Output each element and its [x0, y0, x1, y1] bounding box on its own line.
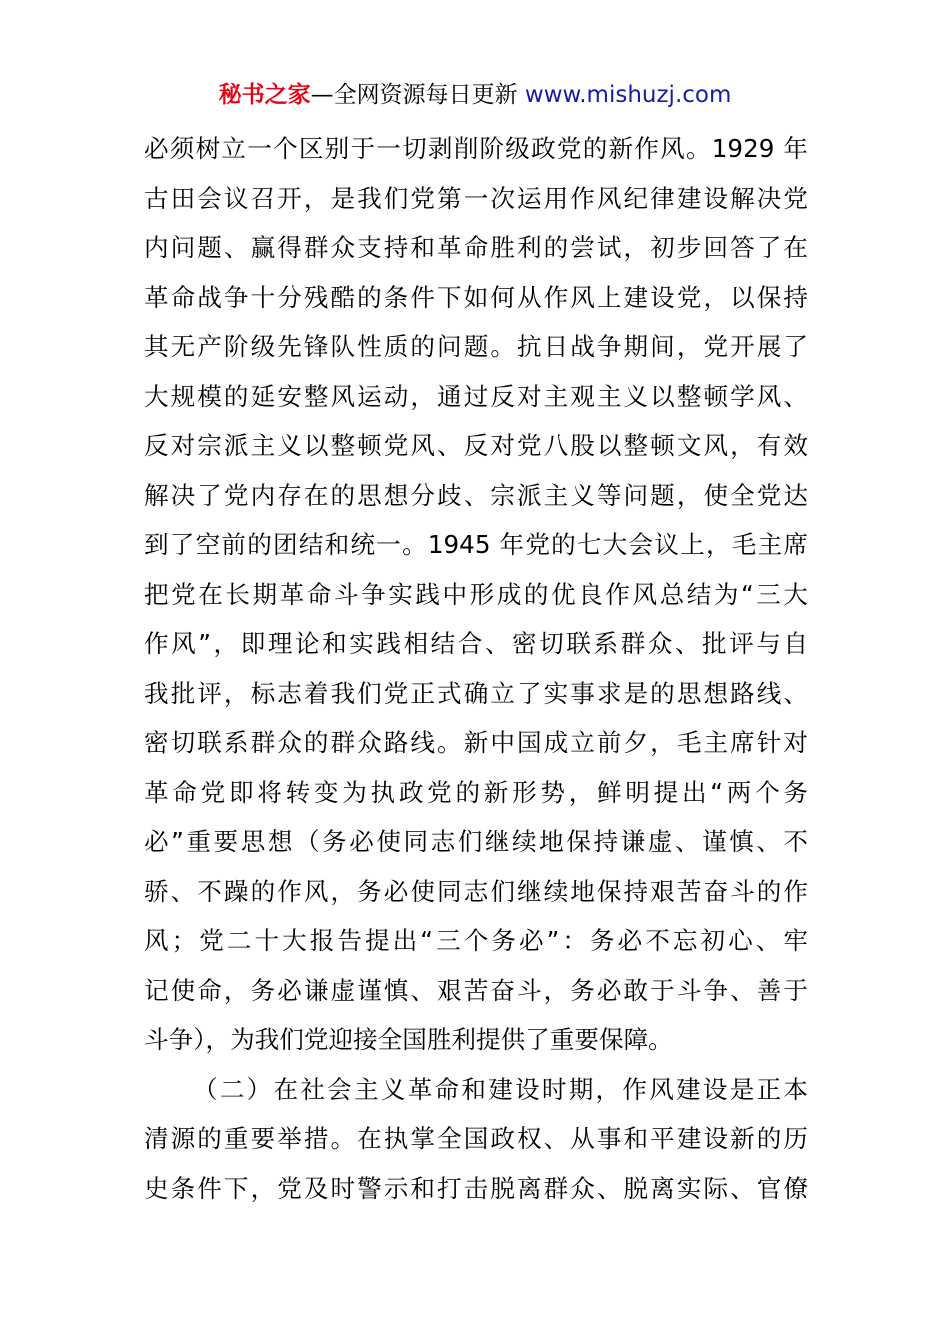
text-line: 革命党即将转变为执政党的新形势，鲜明提出“两个务 [144, 777, 808, 807]
text-line: 古田会议召开，是我们党第一次运用作风纪律建设解决党 [144, 183, 808, 213]
text-line: 必须树立一个区别于一切剥削阶级政党的新作风。1929 年 [144, 134, 808, 163]
text-line: 骄、不躁的作风，务必使同志们继续地保持艰苦奋斗的作 [144, 876, 808, 906]
text-line: 反对宗派主义以整顿党风、反对党八股以整顿文风，有效 [144, 431, 808, 460]
site-url-link[interactable]: www.mishuzj.com [524, 82, 732, 108]
site-tagline: —全网资源每日更新 [310, 82, 525, 108]
page-header [0, 80, 950, 110]
text-line: 革命战争十分残酷的条件下如何从作风上建设党，以保持 [144, 282, 808, 312]
text-line: 内问题、赢得群众支持和革命胜利的尝试，初步回答了在 [144, 233, 808, 262]
text-line: 必”重要思想（务必使同志们继续地保持谦虚、谨慎、不 [144, 827, 808, 856]
text-line: 清源的重要举措。在执掌全国政权、从事和平建设新的历 [144, 1124, 808, 1153]
site-brand: 秘书之家 [218, 82, 311, 108]
text-line: 作风”，即理论和实践相结合、密切联系群众、批评与自 [144, 629, 808, 658]
document-body [144, 124, 808, 1213]
text-line: 把党在长期革命斗争实践中形成的优良作风总结为“三大 [144, 579, 808, 609]
text-line: 到了空前的团结和统一。1945 年党的七大会议上，毛主席 [144, 530, 808, 559]
text-line: 解决了党内存在的思想分歧、宗派主义等问题，使全党达 [144, 480, 808, 510]
text-line: 密切联系群众的群众路线。新中国成立前夕，毛主席针对 [144, 728, 808, 757]
text-line: 其无产阶级先锋队性质的问题。抗日战争期间，党开展了 [144, 332, 808, 361]
text-line: 记使命，务必谦虚谨慎、艰苦奋斗，务必敢于斗争、善于 [144, 975, 808, 1005]
section-heading-line: （二）在社会主义革命和建设时期，作风建设是正本 [193, 1074, 808, 1104]
text-line: 大规模的延安整风运动，通过反对主观主义以整顿学风、 [144, 381, 808, 411]
text-line: 我批评，标志着我们党正式确立了实事求是的思想路线、 [144, 678, 808, 708]
text-line: 史条件下，党及时警示和打击脱离群众、脱离实际、官僚 [144, 1173, 808, 1203]
text-line: 风；党二十大报告提出“三个务必”：务必不忘初心、牢 [144, 926, 808, 955]
paragraph-end-line: 斗争），为我们党迎接全国胜利提供了重要保障。 [144, 1025, 673, 1054]
